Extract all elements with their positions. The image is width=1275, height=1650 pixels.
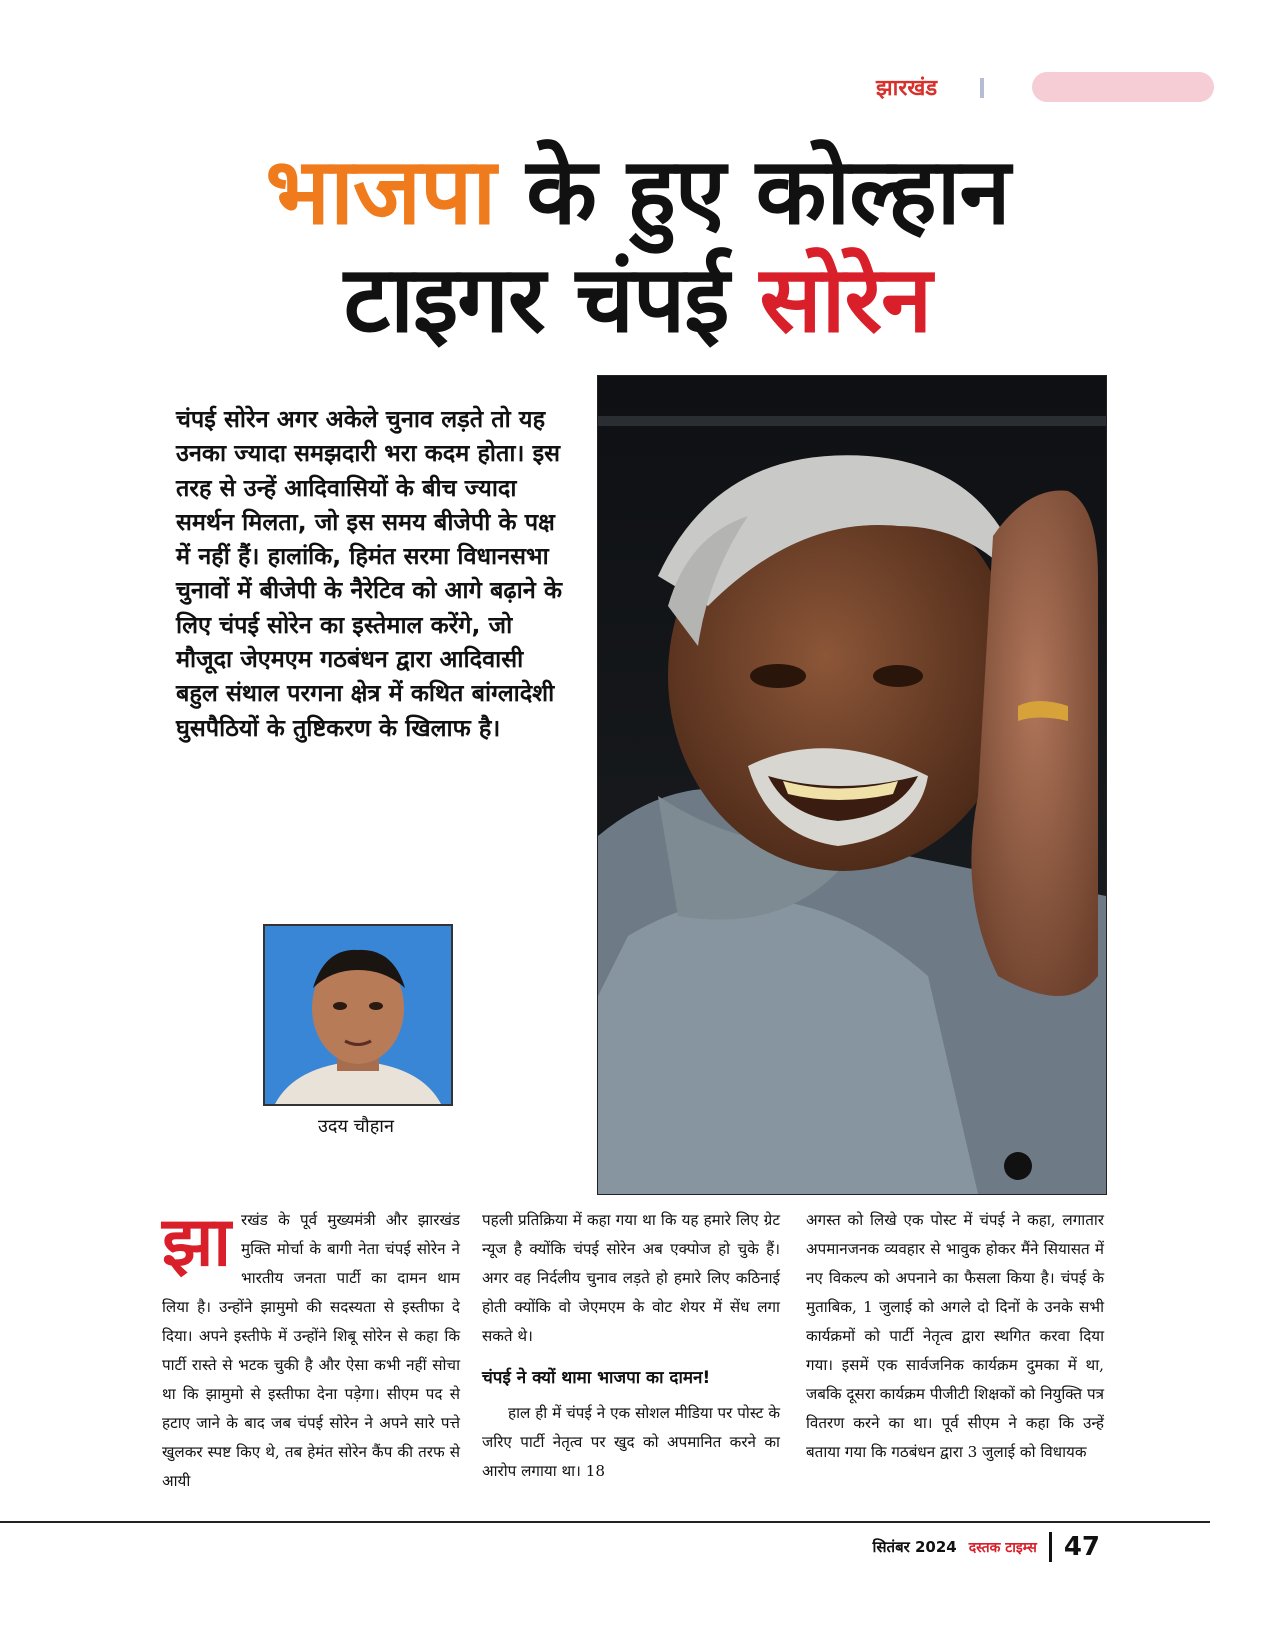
section-pill bbox=[1032, 72, 1214, 102]
page-number: 47 bbox=[1063, 1532, 1100, 1562]
footer-rule bbox=[0, 1521, 1210, 1523]
headline-text-1: के हुए कोल्हान bbox=[526, 138, 1010, 245]
footer-month: सितंबर 2024 bbox=[872, 1538, 957, 1556]
article-paragraph: पहली प्रतिक्रिया में कहा गया था कि यह हमारे लिए ग्रेट न्यूज है क्योंकि चंपई सोरेन अब एक्पोज हो चुके हैं। अगर वह निर्दलीय चुनाव लड़ते हो हमारे लिए कठिनाई होती क्योंकि वो जेएमएम के वोट शेयर में सेंध लगा सकते थे। bbox=[482, 1211, 780, 1345]
article-paragraph: हाल ही में चंपई ने एक सोशल मीडिया पर पोस्ट के जरिए पार्टी नेतृत्व पर खुद को अपमानित करने का आरोप लगाया था। 18 bbox=[482, 1404, 780, 1480]
footer-divider bbox=[1049, 1532, 1052, 1562]
article-paragraph: अगस्त को लिखे एक पोस्ट में चंपई ने कहा, लगातार अपमानजनक व्यवहार से भावुक होकर मैंने सियासत में नए विकल्प को अपनाने का फैसला किया है। चंपई के मुताबिक, 1 जुलाई को अगले दो दिनों के उनके सभी कार्यक्रमों को पार्टी नेतृत्व द्वारा स्थगित करवा दिया गया। इसमें एक सार्वजनिक कार्यक्रम दुमका में था, जबकि दूसरा कार्यक्रम पीजीटी शिक्षकों को नियुक्ति पत्र वितरण करने का था। पूर्व सीएम ने कहा कि उन्हें बताया गया कि गठबंधन द्वारा 3 जुलाई को विधायक bbox=[806, 1211, 1104, 1461]
article-column-1 bbox=[162, 1203, 460, 1496]
author-name: उदय चौहान bbox=[318, 1116, 394, 1137]
article-paragraph: रखंड के पूर्व मुख्यमंत्री और झारखंड मुक्ति मोर्चा के बागी नेता चंपई सोरेन ने भारतीय जनता पार्टी का दामन थाम लिया है। उन्होंने झामुमो की सदस्यता से इस्तीफा दे दिया। अपने इस्तीफे में उन्होंने शिबू सोरेन से कहा कि पार्टी रास्ते से भटक चुकी है और ऐसा कभी नहीं सोचा था कि झामुमो से इस्तीफा देना पड़ेगा। सीएम पद से हटाए जाने के बाद जब चंपई सोरेन ने अपने सारे पत्ते खुलकर स्पष्ट किए थे, तब हेमंत सोरेन कैंप की तरफ से आयी bbox=[162, 1211, 460, 1490]
headline-accent-soren: सोरेन bbox=[759, 246, 932, 353]
headline-text-2: टाइगर चंपई bbox=[343, 246, 729, 353]
article-column-2 bbox=[482, 1206, 780, 1486]
headline-line-2 bbox=[0, 248, 1275, 352]
pull-quote: चंपई सोरेन अगर अकेले चुनाव लड़ते तो यह उनका ज्यादा समझदारी भरा कदम होता। इस तरह से उन्हें आदिवासियों के बीच ज्यादा समर्थन मिलता, जो इस समय बीजेपी के पक्ष में नहीं हैं। हालांकि, हिमंत सरमा विधानसभा चुनावों में बीजेपी के नैरेटिव को आगे बढ़ाने के लिए चंपई सोरेन का इस्तेमाल करेंगे, जो मौजूदा जेएमएम गठबंधन द्वारा आदिवासी बहुल संथाल परगना क्षेत्र में कथित बांग्लादेशी घुसपैठियों के तुष्टिकरण के खिलाफ है। bbox=[176, 405, 562, 742]
headline-line-1 bbox=[0, 140, 1275, 244]
section-separator bbox=[980, 78, 984, 98]
headline-accent-bjp: भाजपा bbox=[265, 138, 496, 245]
drop-cap: झा bbox=[162, 1203, 232, 1282]
magazine-logo: दस्तक टाइम्स bbox=[968, 1539, 1037, 1556]
page-footer bbox=[873, 1532, 1101, 1562]
portrait-illustration bbox=[598, 376, 1106, 1194]
section-label: झारखंड bbox=[876, 76, 938, 101]
article-subheading: चंपई ने क्यों थामा भाजपा का दामन! bbox=[482, 1368, 711, 1388]
author-portrait-illustration bbox=[265, 926, 451, 1104]
article-column-3 bbox=[806, 1206, 1104, 1467]
author-photo bbox=[263, 924, 453, 1106]
main-photo-champai-soren bbox=[597, 375, 1107, 1195]
